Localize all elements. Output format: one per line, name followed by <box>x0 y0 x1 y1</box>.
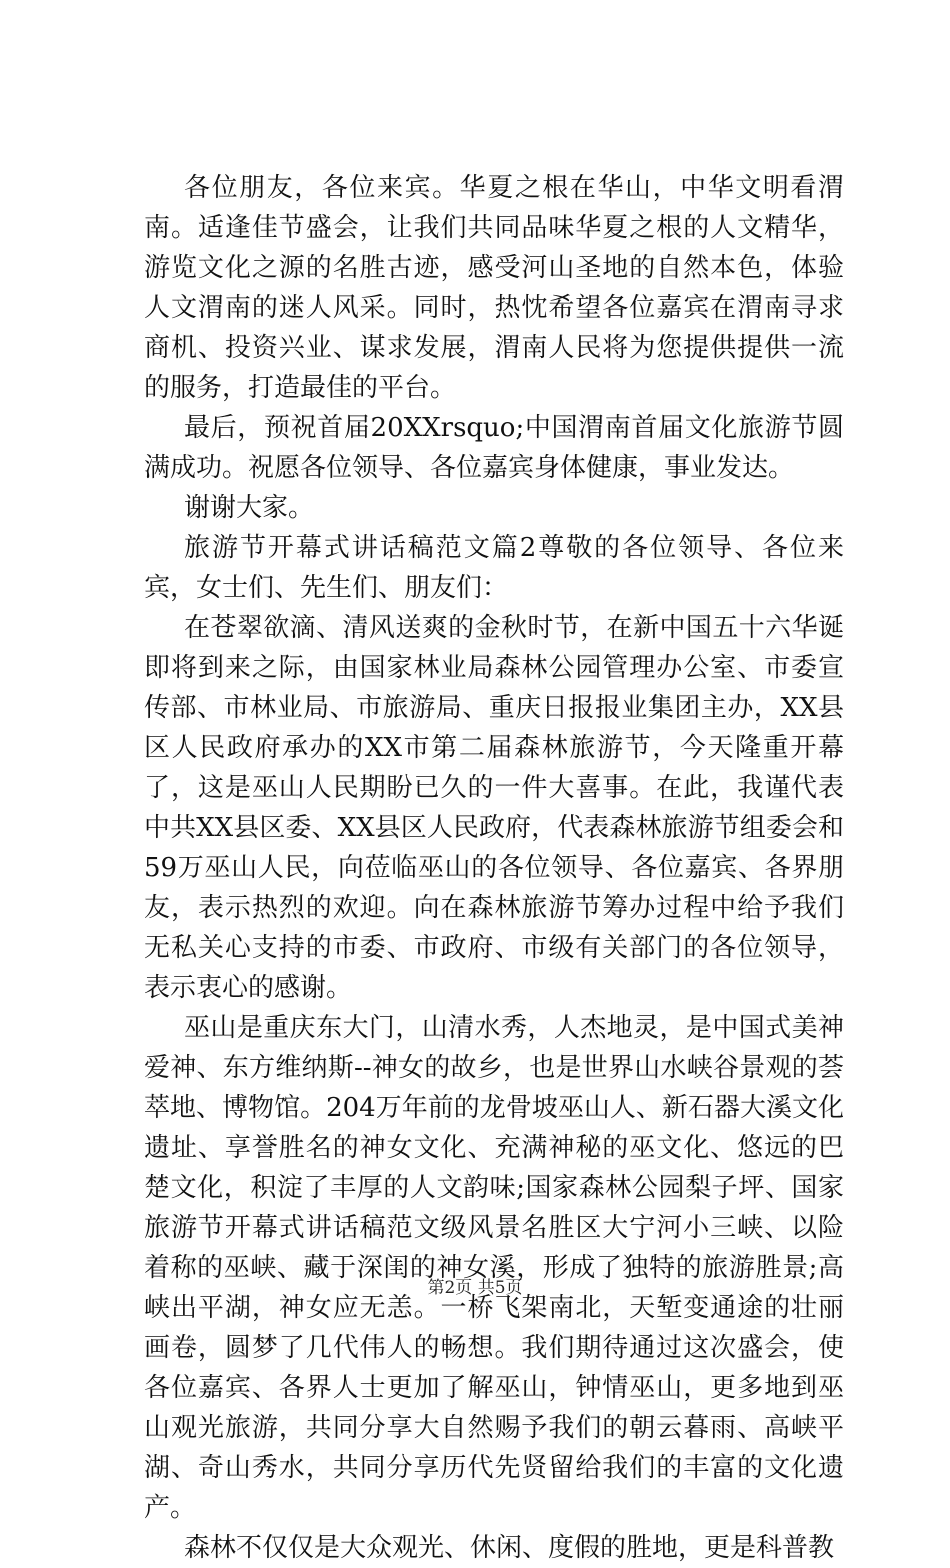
paragraph-welcome: 各位朋友，各位来宾。华夏之根在华山，中华文明看渭南。适逢佳节盛会，让我们共同品味华夏之根的人文精华，游览文化之源的名胜古迹，感受河山圣地的自然本色，体验人文渭南的迷人风采。同时，热忱希望各位嘉宾在渭南寻求商机、投资兴业、谋求发展，渭南人民将为您提供提供一流的服务，打造最佳的平台。 <box>144 173 844 403</box>
document-body <box>144 168 844 1568</box>
page-number-footer: 第2页 共5页 <box>427 1278 523 1298</box>
paragraph-opening: 在苍翠欲滴、清风送爽的金秋时节，在新中国五十六华诞即将到来之际，由国家林业局森林公园管理办公室、市委宣传部、市林业局、市旅游局、重庆日报报业集团主办，XX县区人民政府承办的XX市第二届森林旅游节，今天隆重开幕了，这是巫山人民期盼已久的一件大喜事。在此，我谨代表中共XX县区委、XX县区人民政府，代表森林旅游节组委会和59万巫山人民，向莅临巫山的各位领导、各位嘉宾、各界朋友，表示热烈的欢迎。向在森林旅游节筹办过程中给予我们无私关心支持的市委、市政府、市级有关部门的各位领导，表示衷心的感谢。 <box>144 613 844 1003</box>
paragraph-thanks: 谢谢大家。 <box>184 493 315 523</box>
paragraph-closing-wish: 最后，预祝首届20XXrsquo;中国渭南首届文化旅游节圆满成功。祝愿各位领导、各位嘉宾身体健康，事业发达。 <box>144 413 844 483</box>
paragraph-wushan-intro: 巫山是重庆东大门，山清水秀，人杰地灵，是中国式美神爱神、东方维纳斯--神女的故乡，也是世界山水峡谷景观的荟萃地、博物馆。204万年前的龙骨坡巫山人、新石器大溪文化遗址、享誉胜名的神女文化、充满神秘的巫文化、悠远的巴楚文化，积淀了丰厚的人文韵味;国家森林公园梨子坪、国家旅游节开幕式讲话稿范文级风景名胜区大宁河小三峡、以险着称的巫峡、藏于深闺的神女溪，形成了独特的旅游胜景;高峡出平湖，神女应无恙。一桥飞架南北，天堑变通途的壮丽画卷，圆梦了几代伟人的畅想。我们期待通过这次盛会，使各位嘉宾、各界人士更加了解巫山，钟情巫山，更多地到巫山观光旅游，共同分享大自然赐予我们的朝云暮雨、高峡平湖、奇山秀水，共同分享历代先贤留给我们的丰富的文化遗产。 <box>144 1013 844 1523</box>
paragraph-speech2-salutation: 旅游节开幕式讲话稿范文篇2尊敬的各位领导、各位来宾，女士们、先生们、朋友们： <box>144 533 844 603</box>
paragraph-forest: 森林不仅仅是大众观光、休闲、度假的胜地，更是科普教 <box>184 1533 835 1563</box>
